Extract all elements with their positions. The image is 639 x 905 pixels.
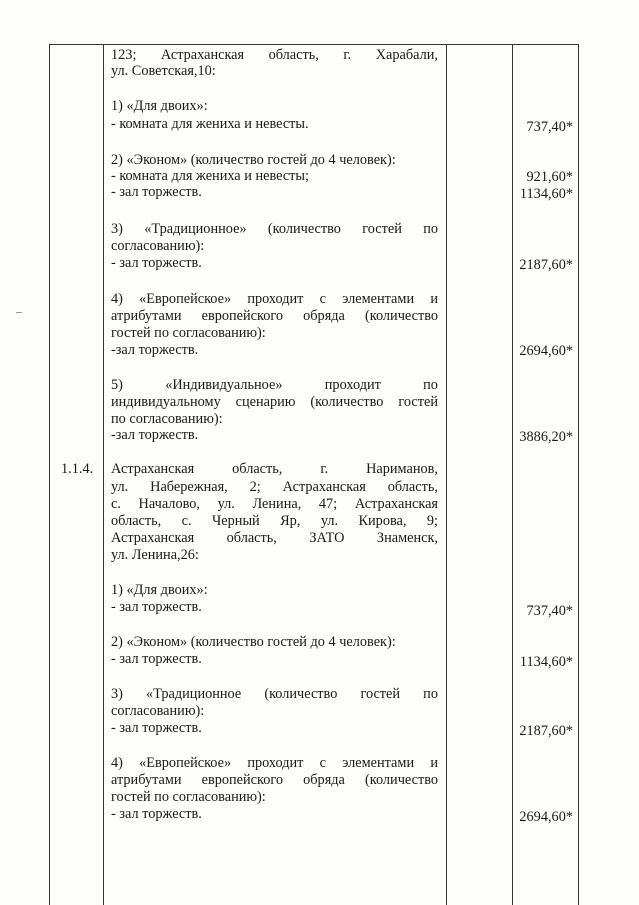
row-number: 1.1.4. xyxy=(61,461,94,477)
address-line: ул. Набережная, 2; Астраханская область, xyxy=(111,479,438,495)
option-item: - комната для жениха и невесты; xyxy=(111,168,309,184)
option-price: 1134,60* xyxy=(519,654,573,670)
option-title: 4) «Европейское» проходит с элементами и xyxy=(111,755,438,771)
table-border-col1 xyxy=(103,44,104,905)
table-border-left xyxy=(49,44,50,905)
option-price: 2694,60* xyxy=(519,809,573,825)
address-line: 123; Астраханская область, г. Харабали, xyxy=(111,47,438,63)
option-title: 2) «Эконом» (количество гостей до 4 человек): xyxy=(111,152,396,168)
address-line: ул. Ленина,26: xyxy=(111,547,199,563)
address-line: Астраханская область, г. Нариманов, xyxy=(111,461,438,477)
option-price: 2187,60* xyxy=(519,723,573,739)
option-item: - зал торжеств. xyxy=(111,184,202,200)
address-line: с. Началово, ул. Ленина, 47; Астраханская xyxy=(111,496,438,512)
option-item: -зал торжеств. xyxy=(111,427,199,443)
option-title: 1) «Для двоих»: xyxy=(111,582,208,598)
option-title: 4) «Европейское» проходит с элементами и xyxy=(111,291,438,307)
option-price: 3886,20* xyxy=(519,429,573,445)
option-title: 3) «Традиционное» (количество гостей по xyxy=(111,221,438,237)
option-title: согласованию): xyxy=(111,238,205,254)
option-title: 3) «Традиционное (количество гостей по xyxy=(111,686,438,702)
option-title: согласованию): xyxy=(111,703,205,719)
option-title: атрибутами европейского обряда (количество xyxy=(111,772,438,788)
option-title: гостей по согласованию): xyxy=(111,325,266,341)
address-line: Астраханская область, ЗАТО Знаменск, xyxy=(111,530,438,546)
margin-mark xyxy=(16,312,22,314)
option-title: атрибутами европейского обряда (количество xyxy=(111,308,438,324)
option-title: 1) «Для двоих»: xyxy=(111,98,208,114)
table-border-col3 xyxy=(512,44,513,905)
table-border-right xyxy=(578,44,579,905)
option-item: -зал торжеств. xyxy=(111,342,199,358)
option-price: 737,40* xyxy=(526,119,573,135)
option-item: - зал торжеств. xyxy=(111,720,202,736)
option-item: - зал торжеств. xyxy=(111,651,202,667)
option-item: - зал торжеств. xyxy=(111,806,202,822)
option-price: 2694,60* xyxy=(519,343,573,359)
option-price: 737,40* xyxy=(526,603,573,619)
option-title: 2) «Эконом» (количество гостей до 4 человек): xyxy=(111,634,396,650)
option-title: гостей по согласованию): xyxy=(111,789,266,805)
table-top-border xyxy=(49,44,578,45)
option-item: - комната для жениха и невесты. xyxy=(111,116,309,132)
table-border-col2 xyxy=(446,44,447,905)
option-price: 921,60* xyxy=(526,169,573,185)
option-item: - зал торжеств. xyxy=(111,255,202,271)
option-title: индивидуальному сценарию (количество гостей xyxy=(111,394,438,410)
option-price: 2187,60* xyxy=(519,257,573,273)
option-price: 1134,60* xyxy=(519,186,573,202)
option-item: - зал торжеств. xyxy=(111,599,202,615)
address-line: область, с. Черный Яр, ул. Кирова, 9; xyxy=(111,513,438,529)
address-line: ул. Советская,10: xyxy=(111,63,216,79)
option-title: 5) «Индивидуальное» проходит по xyxy=(111,377,438,393)
option-title: по согласованию): xyxy=(111,411,223,427)
